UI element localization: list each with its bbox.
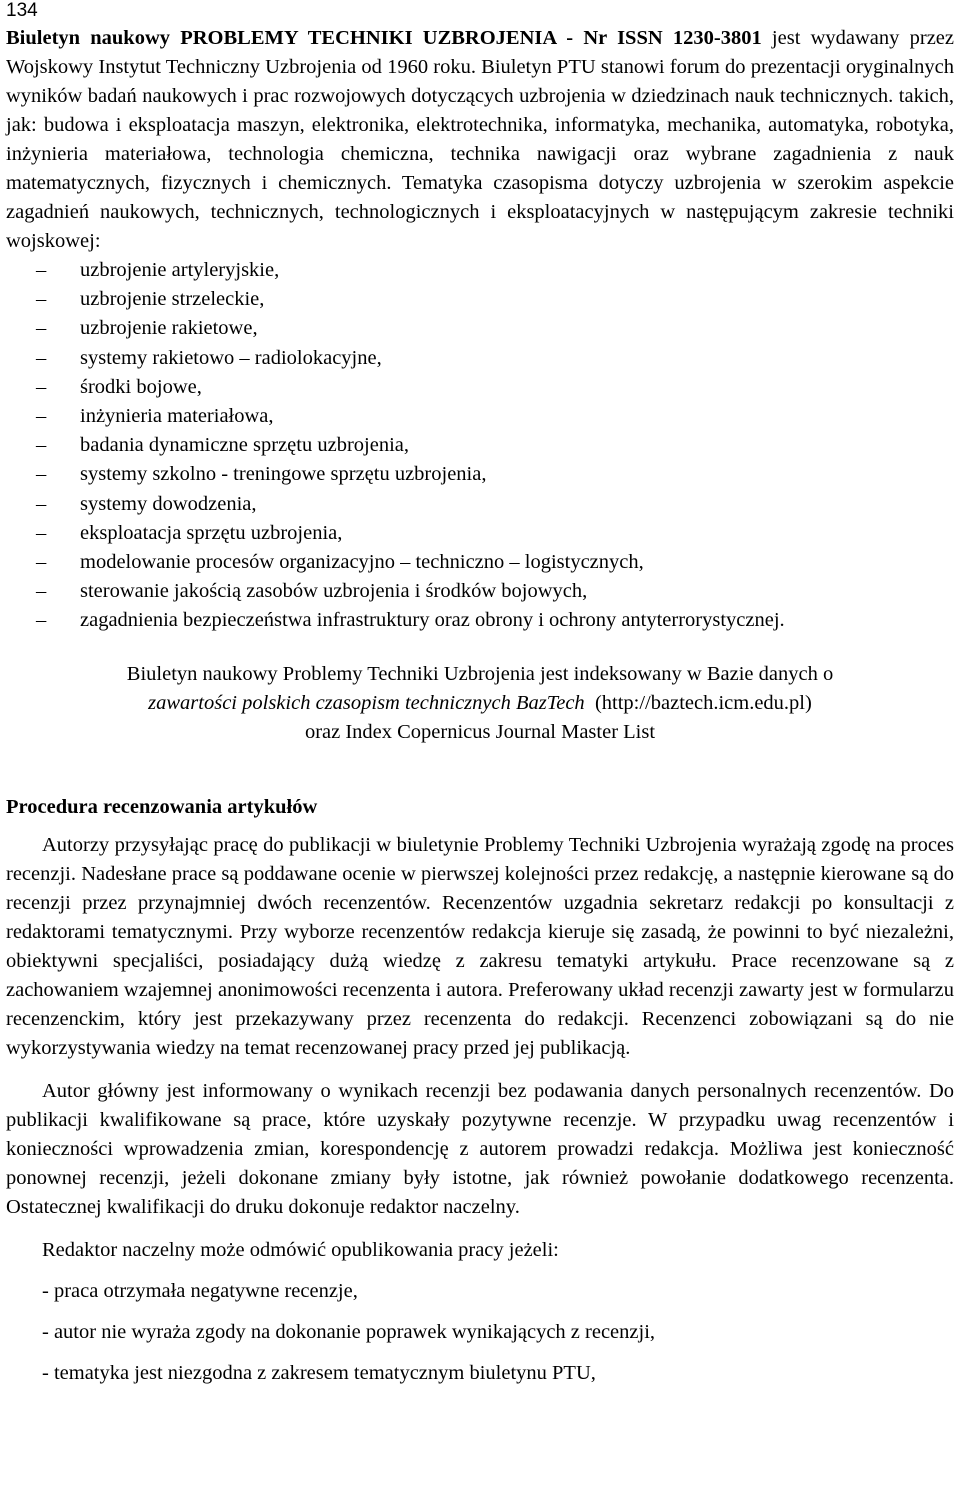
indexing-notice [6,660,954,747]
dash-bullet: – [36,375,47,398]
dash-bullet: – [36,259,47,281]
topic-item: – inżynieria materiałowa, [6,402,954,431]
intro-paragraph [6,24,954,256]
topic-item: – sterowanie jakością zasobów uzbrojenia i środków bojowych, [6,577,954,606]
topic-item: – systemy rakietowo – radiolokacyjne, [6,344,954,373]
review-paragraph-2: Autor główny jest informowany o wynikach recenzji bez podawania danych personalnych recenzentów. Do publikacji kwalifikowane są prace, które uzyskały pozytywne recenzje. W przypadku uwag recenzentów i konieczności wprowadzenia zmian, korespondencję z autorem prowadzi redakcja. Możliwa jest konieczność ponownej recenzji, jeżeli dokonane zmiany były istotne, jak również powołanie dodatkowego recenzenta. Ostatecznej kwalifikacji do druku dokonuje redaktor naczelny. [6,1079,954,1218]
refusal-intro: Redaktor naczelny może odmówić opublikowania pracy jeżeli: [42,1238,559,1261]
dash-bullet: – [36,609,47,632]
topic-item: – uzbrojenie strzeleckie, [6,285,954,314]
review-paragraph-1: Autorzy przysyłając pracę do publikacji w biuletynie Problemy Techniki Uzbrojenia wyrażają zgodę na proces recenzji. Nadesłane prace są poddawane ocenie w pierwszej kolejności przez redakcję, a następnie kierowane są do recenzji przez przynajmniej dwóch recenzentów. Recenzentów uzgadnia sekretarz redakcji po konsultacji z redaktorami tematycznymi. Przy wyborze recenzentów redakcja kieruje się zasadą, że powinni to być niezależni, obiektywni specjaliści, posiadający dużą wiedzę z zakresu tematyki artykułu. Prace recenzowane są z zachowaniem wzajemnej anonimowości recenzenta i autora. Preferowany układ recenzji zawarty jest w formularzu recenzenckim, który jest przekazywany przez recenzenta do redakcji. Recenzenci zobowiązani są do nie wykorzystywania wiedzy na temat recenzowanej pracy przed jej publikacją. [6,833,954,1059]
review-heading: Procedura recenzowania artykułów [6,795,318,818]
dash-bullet: – [36,405,47,428]
indexing-line-1: Biuletyn naukowy Problemy Techniki Uzbrojenia jest indeksowany w Bazie danych o [126,662,834,685]
intro-bold-lead: Biuletyn naukowy PROBLEMY TECHNIKI UZBROJENIA - Nr ISSN 1230-3801 [6,27,762,49]
topic-item: – eksploatacja sprzętu uzbrojenia, [6,519,954,548]
topics-list [6,256,954,636]
dash-bullet: – [36,551,47,574]
intro-text: jest wydawany przez Wojskowy Instytut Techniczny Uzbrojenia od 1960 roku. Biuletyn PTU stanowi forum do prezentacji oryginalnych wyników badań naukowych i prac rozwojowych dotyczących uzbrojenia w dziedzinach nauk technicznych. takich, jak: budowa i eksploatacja maszyn, elektronika, elektrotechnika, informatyka, mechanika, automatyka, robotyka, inżynieria materiałowa, technologia chemiczna, technika nawigacji oraz wybrane zagadnienia z nauk matematycznych, fizycznych i chemicznych. Tematyka czasopisma dotyczy uzbrojenia w szerokim aspekcie zagadnień naukowych, technicznych, technologicznych i eksploatacyjnych w następującym zakresie techniki wojskowej: [6,27,954,252]
refusal-reason: - tematyka jest niezgodna z zakresem tematycznym biuletynu PTU, [42,1361,596,1384]
dash-bullet: – [36,580,47,603]
topic-item: – systemy dowodzenia, [6,490,954,519]
dash-bullet: – [36,317,47,340]
topic-item: – uzbrojenie rakietowe, [6,314,954,343]
topic-item: – zagadnienia bezpieczeństwa infrastruktury oraz obrony i ochrony antyterrorystycznej. [6,606,954,635]
dash-bullet: – [36,288,47,311]
baztech-url: (http://baztech.icm.edu.pl) [584,691,812,714]
refusal-reason: - praca otrzymała negatywne recenzje, [42,1279,358,1302]
dash-bullet: – [36,434,47,457]
dash-bullet: – [36,492,47,515]
topic-item: – modelowanie procesów organizacyjno – techniczno – logistycznych, [6,548,954,577]
topic-item: – uzbrojenie artyleryjskie, [6,256,954,285]
refusal-reasons-list [6,1277,954,1388]
dash-bullet: – [36,346,47,369]
topic-item: – badania dynamiczne sprzętu uzbrojenia, [6,431,954,460]
indexing-line-3: oraz Index Copernicus Journal Master List [304,720,656,743]
dash-bullet: – [36,463,47,486]
topic-item: – systemy szkolno - treningowe sprzętu uzbrojenia, [6,460,954,489]
indexing-line-2 [6,689,954,718]
page-number: 134 [6,0,38,21]
baztech-name: zawartości polskich czasopism technicznych BazTech [148,691,585,714]
topic-item: – środki bojowe, [6,373,954,402]
dash-bullet: – [36,521,47,544]
refusal-reason: - autor nie wyraża zgody na dokonanie poprawek wynikających z recenzji, [42,1320,656,1343]
